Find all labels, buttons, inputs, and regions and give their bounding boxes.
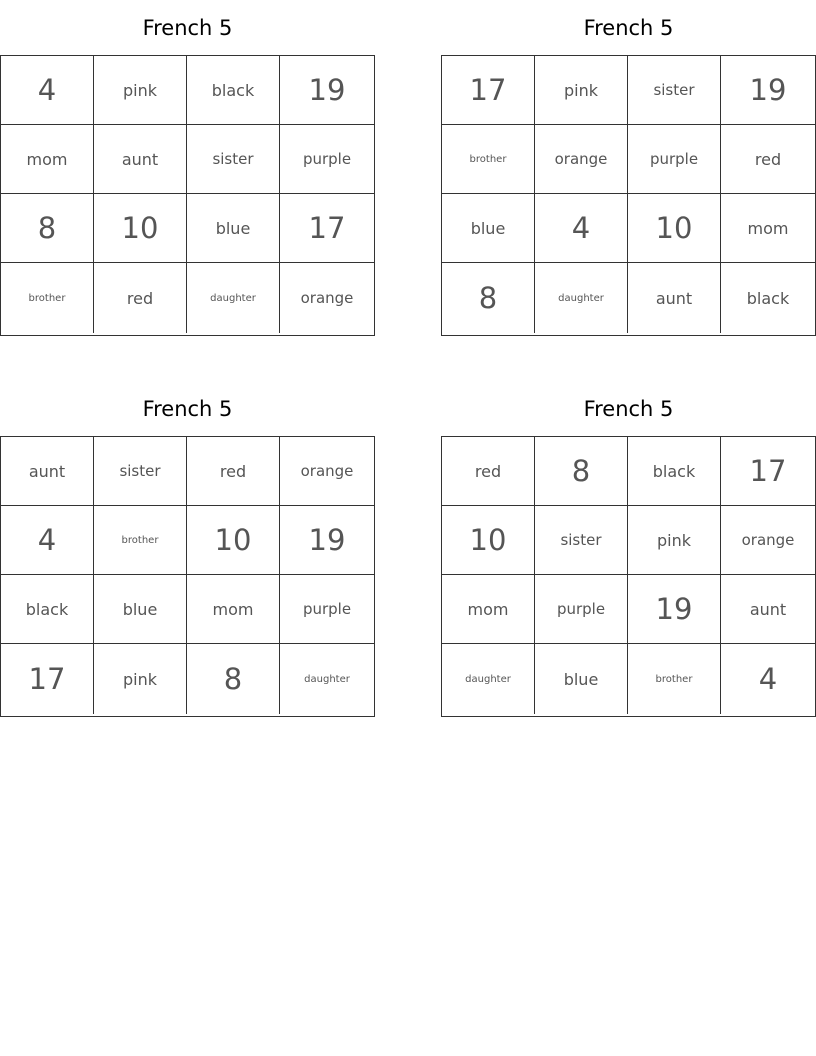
bingo-cell: 8 bbox=[535, 437, 628, 506]
bingo-cell: daughter bbox=[304, 673, 350, 685]
bingo-grid bbox=[441, 55, 816, 336]
bingo-cell: 4 bbox=[1, 506, 94, 575]
bingo-cell: 8 bbox=[442, 263, 535, 333]
bingo-cell: 19 bbox=[280, 56, 374, 125]
bingo-cell: orange bbox=[721, 506, 815, 575]
bingo-cell: 10 bbox=[187, 506, 280, 575]
bingo-cell: orange bbox=[300, 289, 354, 307]
bingo-cell: red bbox=[187, 437, 280, 506]
bingo-cell: red bbox=[721, 125, 815, 194]
bingo-cell: 4 bbox=[758, 662, 778, 696]
bingo-cell: pink bbox=[94, 644, 187, 714]
bingo-cell: aunt bbox=[1, 437, 94, 506]
bingo-cell: pink bbox=[628, 506, 721, 575]
bingo-cell: 4 bbox=[535, 194, 628, 263]
bingo-cell: mom bbox=[1, 125, 94, 194]
bingo-cell: blue bbox=[94, 575, 187, 644]
bingo-cell: blue bbox=[442, 194, 535, 263]
bingo-cell: pink bbox=[94, 56, 187, 125]
bingo-cell: purple bbox=[280, 125, 374, 194]
bingo-cell: red bbox=[94, 263, 187, 333]
bingo-cell: 10 bbox=[94, 194, 187, 263]
bingo-cell: brother bbox=[94, 506, 187, 575]
bingo-grid bbox=[0, 55, 375, 336]
bingo-grid bbox=[441, 436, 816, 717]
bingo-cell: black bbox=[187, 56, 280, 125]
bingo-cell: 17 bbox=[280, 194, 374, 263]
bingo-cell: 8 bbox=[187, 644, 280, 714]
bingo-cell: black bbox=[1, 575, 94, 644]
bingo-cell: 8 bbox=[1, 194, 94, 263]
bingo-cell: aunt bbox=[628, 263, 721, 333]
bingo-cell: daughter bbox=[535, 263, 628, 333]
card-title: French 5 bbox=[142, 16, 233, 40]
bingo-cell: sister bbox=[535, 506, 628, 575]
bingo-cell: pink bbox=[535, 56, 628, 125]
bingo-cell: 19 bbox=[721, 56, 815, 125]
bingo-cell: blue bbox=[187, 194, 280, 263]
bingo-cell: mom bbox=[442, 575, 535, 644]
bingo-cell: aunt bbox=[94, 125, 187, 194]
bingo-cell: purple bbox=[535, 575, 628, 644]
bingo-cell: 17 bbox=[721, 437, 815, 506]
bingo-cell: black bbox=[746, 288, 790, 308]
bingo-cell: mom bbox=[187, 575, 280, 644]
bingo-cell: daughter bbox=[442, 644, 535, 714]
bingo-cell: purple bbox=[628, 125, 721, 194]
bingo-cell: mom bbox=[721, 194, 815, 263]
bingo-cell: 4 bbox=[1, 56, 94, 125]
bingo-cell: sister bbox=[628, 56, 721, 125]
bingo-cell: 19 bbox=[628, 575, 721, 644]
bingo-cell: daughter bbox=[187, 263, 280, 333]
bingo-cell: brother bbox=[1, 263, 94, 333]
card-title: French 5 bbox=[583, 397, 674, 421]
bingo-cell: 19 bbox=[280, 506, 374, 575]
bingo-cell: 10 bbox=[442, 506, 535, 575]
bingo-cell: orange bbox=[535, 125, 628, 194]
card-title: French 5 bbox=[142, 397, 233, 421]
bingo-cell: sister bbox=[94, 437, 187, 506]
bingo-cell: 10 bbox=[628, 194, 721, 263]
bingo-cell: 17 bbox=[442, 56, 535, 125]
bingo-cell: sister bbox=[187, 125, 280, 194]
bingo-cell: 17 bbox=[1, 644, 94, 714]
bingo-cell: black bbox=[628, 437, 721, 506]
bingo-grid bbox=[0, 436, 375, 717]
card-title: French 5 bbox=[583, 16, 674, 40]
bingo-cell: brother bbox=[442, 125, 535, 194]
bingo-cell: aunt bbox=[721, 575, 815, 644]
bingo-cell: red bbox=[442, 437, 535, 506]
bingo-cell: brother bbox=[628, 644, 721, 714]
bingo-cell: blue bbox=[535, 644, 628, 714]
bingo-cell: purple bbox=[280, 575, 374, 644]
bingo-cell: orange bbox=[280, 437, 374, 506]
